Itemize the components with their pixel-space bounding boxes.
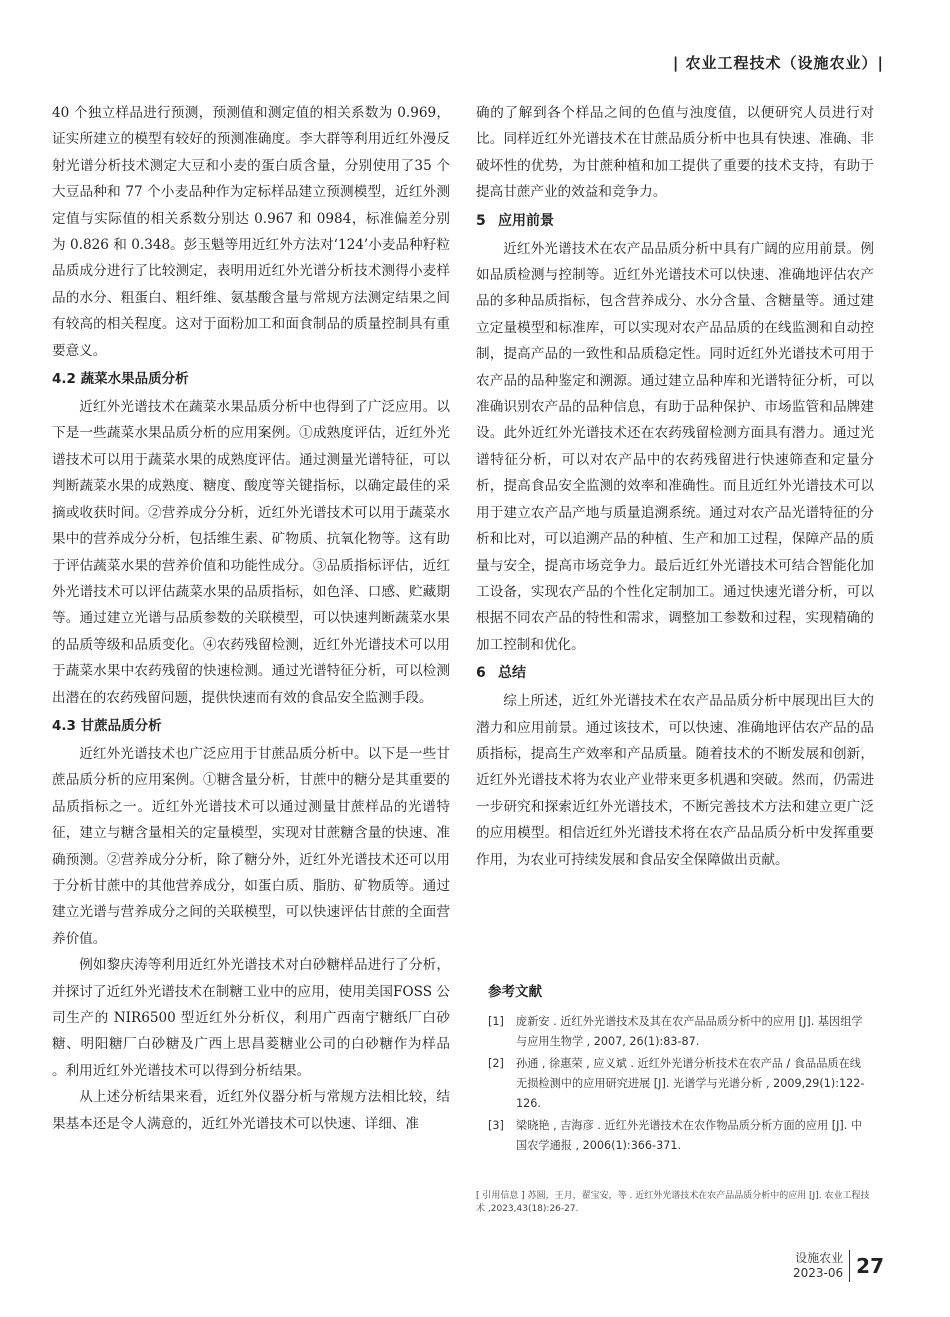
reference-number: [3] bbox=[488, 1119, 504, 1132]
reference-text: 孙通 , 徐惠荣 , 应义斌 . 近红外光谱分析技术在农产品 / 食品品质在线无损检测中的应用研究进展 [J]. 光谱学与光谱分析 , 2009,29(1):122-126. bbox=[516, 1057, 865, 1110]
section-title: 应用前景 bbox=[498, 212, 554, 229]
paragraph: 从上述分析结果来看，近红外仪器分析与常规方法相比较，结果基本还是令人满意的，近红外光谱技术可以快速、详细、准 bbox=[52, 1089, 450, 1132]
paragraph: 近红外光谱技术也广泛应用于甘蔗品质分析中。以下是一些甘蔗品质分析的应用案例。①糖含量分析，甘蔗中的糖分是其重要的品质指标之一。近红外光谱技术可以通过测量甘蔗样品的光谱特征，建立与糖含量相关的定量模型，实现对甘蔗糖含量的快速、准确预测。②营养成分分析，除了糖分外，近红外光谱技术还可以用于分析甘蔗中的其他营养成分，如蛋白质、脂肪、矿物质等。通过建立光谱与营养成分之间的关联模型，可以快速评估甘蔗的全面营养价值。 bbox=[52, 745, 450, 947]
reference-text: 庞新安 . 近红外光谱技术及其在农产品品质分析中的应用 [J]. 基因组学与应用生物学 , 2007, 26(1):83-87. bbox=[516, 1015, 863, 1048]
reference-item bbox=[488, 1012, 868, 1052]
paragraph: 40 个独立样品进行预测，预测值和测定值的相关系数为 0.969，证实所建立的模型有较好的预测准确度。李大群等利用近红外漫反射光谱分析技术测定大豆和小麦的蛋白质含量，分别使用了35 个大豆品种和 77 个小麦品种作为定标样品建立预测模型，近红外测定值与实际值的相关系数分别达 0.967 和 0984，标准偏差分别为 0.826 和 0.348。彭玉魁等用近红外方法对‘124’小麦品种籽粒品质成分进行了比较测定，表明用近红外光谱分析技术测得小麦样品的水分、粗蛋白、粗纤维、氨基酸含量与常规方法测定结果之间有较高的相关程度。这对于面粉加工和面食制品的质量控制具有重要意义。 bbox=[52, 105, 450, 359]
section-number: 6 bbox=[476, 665, 486, 682]
footer-date: 2023-06 bbox=[793, 1266, 844, 1280]
section-title: 总结 bbox=[498, 665, 526, 682]
section-number: 5 bbox=[476, 212, 486, 229]
page-number: 27 bbox=[856, 1254, 884, 1278]
paragraph: 确的了解到各个样品之间的色值与浊度值，以便研究人员进行对比。同样近红外光谱技术在甘蔗品质分析中也具有快速、准确、非破坏性的优势，为甘蔗种植和加工提供了重要的技术支持，有助于提高甘蔗产业的效益和竞争力。 bbox=[476, 105, 874, 201]
paragraph: 近红外光谱技术在农产品品质分析中具有广阔的应用前景。例如品质检测与控制等。近红外光谱技术可以快速、准确地评估农产品的多种品质指标，包含营养成分、水分含量、含糖量等。通过建立定量模型和标准库，可以实现对农产品品质的在线监测和自动控制，提高产品的一致性和品质稳定性。同时近红外光谱技术可用于农产品的品种鉴定和溯源。通过建立品种库和光谱特征分析，可以准确识别农产品的品种信息，有助于品种保护、市场监管和品牌建设。此外近红外光谱技术还在农药残留检测方面具有潜力。通过光谱特征分析，可以对农产品中的农药残留进行快速筛查和定量分析，提高食品安全监测的效率和准确性。而且近红外光谱技术可以用于建立农产品产地与质量追溯系统。通过对农产品光谱特征的分析和比对，可以追溯产品的种植、生产和加工过程，保障产品的质量与安全，提高市场竞争力。最后近红外光谱技术可结合智能化加工设备，实现农产品的个性化定制加工。通过快速光谱分析，可以根据不同农产品的特性和需求，调整加工参数和过程，实现精确的加工控制和优化。 bbox=[476, 240, 874, 653]
footer-journal: 设施农业 bbox=[795, 1251, 844, 1265]
footer-journal-info bbox=[793, 1251, 843, 1281]
section-heading-4-3: 4.3 甘蔗品质分析 bbox=[52, 717, 162, 734]
section-heading-4-2: 4.2 蔬菜水果品质分析 bbox=[52, 371, 189, 388]
references bbox=[488, 980, 868, 1158]
paragraph: 综上所述，近红外光谱技术在农产品品质分析中展现出巨大的潜力和应用前景。通过该技术，可以快速、准确地评估农产品的品质指标，提高生产效率和产品质量。随着技术的不断发展和创新，近红外光谱技术将为农业产业带来更多机遇和突破。然而，仍需进一步研究和探索近红外光谱技术，不断完善技术方法和建立更广泛的应用模型。相信近红外光谱技术将在农产品品质分析中发挥重要作用，为农业可持续发展和食品安全保障做出贡献。 bbox=[476, 693, 874, 868]
section-heading-6 bbox=[476, 662, 874, 684]
paragraph: 近红外光谱技术在蔬菜水果品质分析中也得到了广泛应用。以下是一些蔬菜水果品质分析的应用案例。①成熟度评估，近红外光谱技术可以用于蔬菜水果的成熟度评估。通过测量光谱特征，可以判断蔬菜水果的成熟度、糖度、酸度等关键指标，以确定最佳的采摘或收获时间。②营养成分分析，近红外光谱技术可以用于蔬菜水果中的营养成分分析，包括维生素、矿物质、抗氧化物等。这有助于评估蔬菜水果的营养价值和功能性成分。③品质指标评估，近红外光谱技术可以评估蔬菜水果的品质指标，如色泽、口感、贮藏期等。通过建立光谱与品质参数的关联模型，可以快速判断蔬菜水果的品质等级和品质变化。④农药残留检测，近红外光谱技术可以用于蔬菜水果中农药残留的快速检测。通过光谱特征分析，可以检测出潜在的农药残留问题，提供快速而有效的食品安全监测手段。 bbox=[52, 399, 450, 706]
section-heading-5 bbox=[476, 210, 874, 232]
right-column bbox=[476, 100, 874, 873]
reference-number: [2] bbox=[488, 1057, 504, 1070]
journal-header: | 农业工程技术（设施农业）| bbox=[672, 54, 884, 72]
reference-text: 梁晓艳 , 吉海彦 . 近红外光谱技术在农作物品质分析方面的应用 [J]. 中国农学通报 , 2006(1):366-371. bbox=[516, 1119, 863, 1152]
reference-number: [1] bbox=[488, 1015, 504, 1028]
footer-divider bbox=[849, 1250, 850, 1282]
reference-item bbox=[488, 1116, 868, 1156]
left-column bbox=[52, 100, 450, 1137]
paragraph: 例如黎庆涛等利用近红外光谱技术对白砂糖样品进行了分析，并探讨了近红外光谱技术在制糖工业中的应用，使用美国FOSS 公司生产的 NIR6500 型近红外分析仪，利用广西南宁糖纸厂白砂糖、明阳糖厂白砂糖及广西上思昌菱糖业公司的白砂糖作为样品 。利用近红外光谱技术可以得到分析结果。 bbox=[52, 957, 450, 1079]
citation-info: [ 引用信息 ] 苏圆，王月，翟宝安，等 . 近红外光谱技术在农产品品质分析中的应用 [J]. 农业工程技术 ,2023,43(18):26-27. bbox=[476, 1191, 870, 1214]
references-title: 参考文献 bbox=[488, 984, 542, 1000]
reference-item bbox=[488, 1054, 868, 1114]
page-footer bbox=[793, 1250, 884, 1282]
